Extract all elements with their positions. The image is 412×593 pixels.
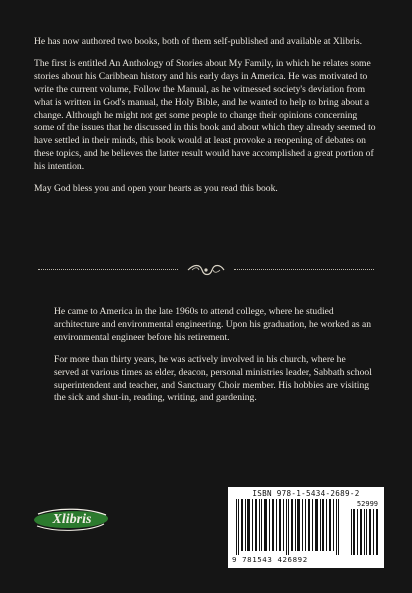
bio-paragraph: The first is entitled An Anthology of Stories about My Family, in which he relates some stories about his Caribbean history and his early days in America. He was motivated to write the current volume, Follow the Manual, as he witnessed society's deviation from what is written in God's manual, the Holy Bible, and he wanted to help to bring about a change. Although he might not get some people to change their opinions concerning some of the issues that he discussed in this book and about which they already seemed to have settled in their minds, this book would at least provoke a reopening of debates on these topics, and he believes the latter result would have accomplished a great portion of his intention. [34,57,376,173]
ornamental-divider [38,264,374,276]
author-bio-bottom [54,306,372,414]
price-code: 52999 [356,500,378,508]
author-bio-top [34,36,378,205]
bio-paragraph: He has now authored two books, both of them self-published and available at Xlibris. [34,36,362,47]
price-barcode [350,509,380,555]
divider-dots-right [234,269,374,270]
publisher-name: Xlibris [52,512,92,527]
isbn-label: ISBN 978-1-5434-2689-2 [252,489,360,498]
flourish-icon [186,264,226,276]
divider-dots-left [38,269,178,270]
bio-paragraph: He came to America in the late 1960s to attend college, where he studied architecture and environmental engineering. Upon his graduation, he worked as an environmental engineer before his retirement. [54,306,372,343]
isbn-barcode [228,487,384,568]
barcode-bars [234,499,346,555]
barcode-digits: 9 781543 426892 [232,555,308,564]
bio-paragraph: For more than thirty years, he was actively involved in his church, where he served at various times as elder, deacon, personal ministries leader, Sabbath school superintendent and teacher, and Sanctuary Choir member. His hobbies are visiting the sick and shut-in, reading, writing, and gardening. [54,353,372,404]
publisher-logo [28,505,112,535]
bio-paragraph: May God bless you and open your hearts as you read this book. [34,183,278,195]
